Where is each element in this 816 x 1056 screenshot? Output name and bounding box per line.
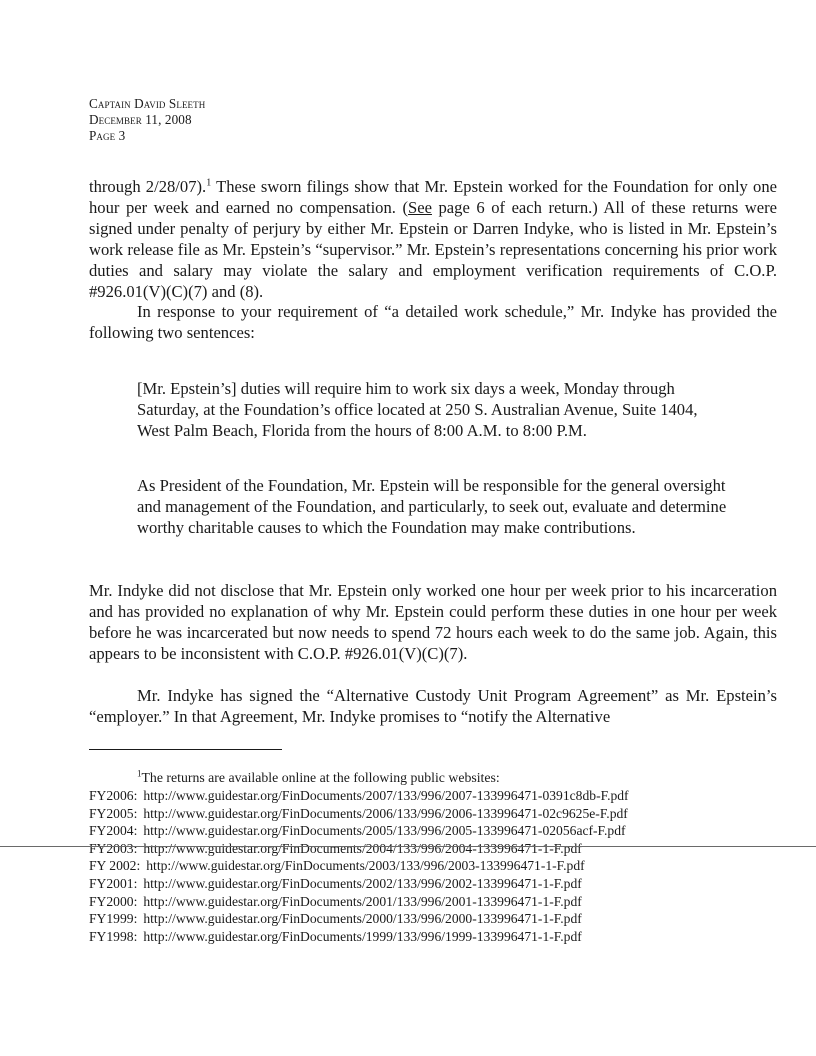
return-url: http://www.guidestar.org/FinDocuments/2003/133/996/2003-133996471-1-F.pdf — [146, 858, 585, 874]
list-item — [89, 910, 629, 928]
list-item — [89, 893, 629, 911]
fiscal-year: FY1998: — [89, 928, 138, 944]
recipient-name: Captain David Sleeth — [89, 96, 206, 111]
return-url: http://www.guidestar.org/FinDocuments/2000/133/996/2000-133996471-1-F.pdf — [143, 911, 582, 927]
fiscal-year: FY 2002: — [89, 858, 141, 874]
list-item — [89, 822, 629, 840]
letter-date: December 11, 2008 — [89, 112, 192, 127]
return-url: http://www.guidestar.org/FinDocuments/1999/133/996/1999-133996471-1-F.pdf — [143, 928, 582, 944]
return-url: http://www.guidestar.org/FinDocuments/2007/133/996/2007-133996471-0391c8db-F.pdf — [143, 788, 629, 803]
fiscal-year: FY2004: — [89, 823, 138, 839]
fiscal-year: FY2000: — [89, 893, 138, 909]
return-url: http://www.guidestar.org/FinDocuments/2005/133/996/2005-133996471-02056acf-F.pdf — [143, 823, 626, 839]
footnote-marker: 1 — [137, 768, 142, 779]
footnote-intro — [137, 769, 500, 787]
list-item — [89, 928, 629, 946]
list-item — [89, 857, 629, 875]
fiscal-year: FY2001: — [89, 875, 138, 891]
paragraph-1-lead: through 2/28/07). — [89, 177, 207, 196]
fiscal-year: FY2006: — [89, 788, 138, 803]
footnote-separator — [89, 749, 282, 750]
see-citation: See — [408, 198, 432, 217]
return-url: http://www.guidestar.org/FinDocuments/2001/133/996/2001-133996471-1-F.pdf — [143, 893, 582, 909]
return-url: http://www.guidestar.org/FinDocuments/2002/133/996/2002-133996471-1-F.pdf — [143, 875, 582, 891]
fiscal-year: FY2003: — [89, 840, 138, 856]
list-item — [89, 840, 629, 858]
block-quote-2: As President of the Foundation, Mr. Epstein will be responsible for the general oversight and management of the Foundation, and particularly, to seek out, evaluate and determine worthy charitable causes to which the Foundation may make contributions. — [137, 476, 727, 537]
paragraph-2: In response to your requirement of “a detailed work schedule,” Mr. Indyke has provided the following two sentences: — [89, 302, 777, 342]
paragraph-3: Mr. Indyke did not disclose that Mr. Epstein only worked one hour per week prior to his incarceration and has provided no explanation of why Mr. Epstein could perform these duties in one hour per week before he was incarcerated but now needs to spend 72 hours each week to do the same job. Again, this appears to be inconsistent with C.O.P. #926.01(V)(C)(7). — [89, 581, 777, 663]
page-number: Page 3 — [89, 128, 126, 143]
letter-header — [89, 96, 205, 144]
list-item — [89, 805, 629, 823]
footnote-url-list — [89, 787, 629, 945]
paragraph-1 — [89, 176, 777, 302]
block-quote-1: [Mr. Epstein’s] duties will require him to work six days a week, Monday through Saturday, at the Foundation’s office located at 250 S. Australian Avenue, Suite 1404, West Palm Beach, Florida from the hours of 8:00 A.M. to 8:00 P.M. — [137, 379, 698, 440]
paragraph-4: Mr. Indyke has signed the “Alternative Custody Unit Program Agreement” as Mr. Epstein’s “employer.” In that Agreement, Mr. Indyke promises to “notify the Alternative — [89, 686, 777, 726]
list-item — [89, 787, 629, 805]
footnote-intro-text: The returns are available online at the following public websites: — [141, 770, 500, 785]
fiscal-year: FY1999: — [89, 911, 138, 927]
paragraph-1-text-b: page 6 of each return.) All of these returns were signed under penalty of perjury by either Mr. Epstein or Darren Indyke, who is listed in Mr. Epstein’s work release file as Mr. Epstein’s “supervisor.” Mr. Epstein’s representations concerning his prior work duties and salary may violate the salary and employment verification requirements of C.O.P. #926.01(V)(C)(7) and (8). — [89, 198, 778, 301]
paragraph-1-text-a: These sworn filings show that Mr. Epstein worked for the Foundation for only one hour per week and earned no compensation. ( — [89, 177, 777, 217]
scan-artifact-line — [0, 846, 816, 847]
list-item — [89, 875, 629, 893]
footnote-reference: 1 — [206, 177, 212, 189]
return-url: http://www.guidestar.org/FinDocuments/2006/133/996/2006-133996471-02c9625e-F.pdf — [143, 805, 628, 821]
return-url: http://www.guidestar.org/FinDocuments/2004/133/996/2004-133996471-1-F.pdf — [143, 840, 582, 856]
fiscal-year: FY2005: — [89, 805, 138, 821]
